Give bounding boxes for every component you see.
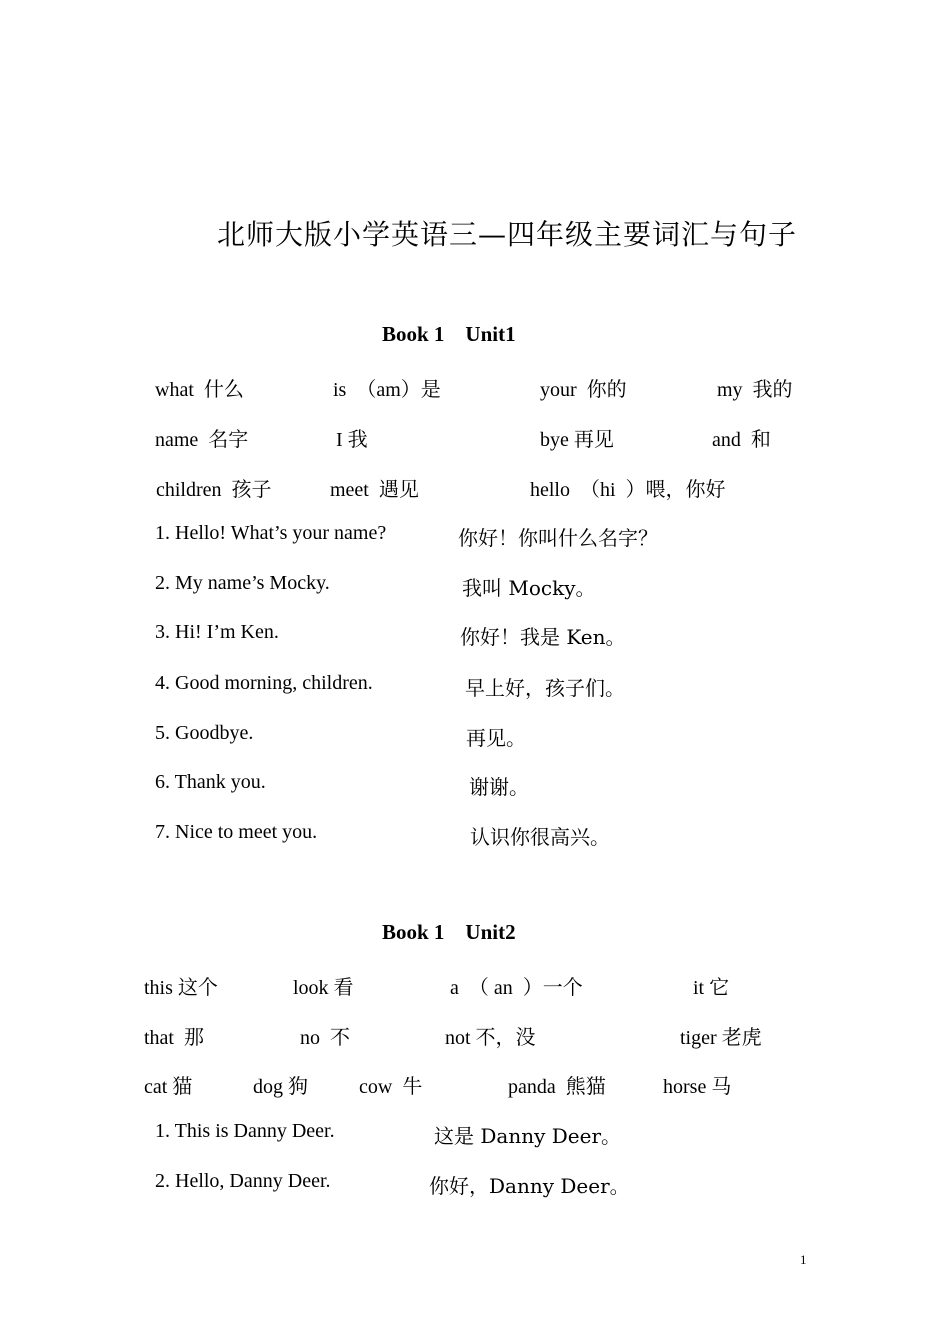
vocab-item: what 什么 [155,379,244,401]
page-title: 北师大版小学英语三—四年级主要词汇与句子 [217,218,798,251]
sentence-en: 5. Goodbye. [155,722,254,744]
sentence-zh: 早上好，孩子们。 [465,676,625,700]
vocab-item: your 你的 [540,379,627,401]
vocab-item: panda 熊猫 [508,1076,606,1098]
sentence-en: 6. Thank you. [155,771,266,793]
sentence-zh: 你好！我是 Ken。 [460,625,626,649]
vocab-item: I 我 [336,429,368,451]
vocab-item: my 我的 [717,379,793,401]
sentence-zh: 这是 Danny Deer。 [434,1124,622,1148]
sentence-en: 3. Hi! I’m Ken. [155,621,279,643]
sentence-zh: 再见。 [466,726,526,750]
sentence-en: 4. Good morning, children. [155,672,373,694]
vocab-item: no 不 [300,1027,350,1049]
sentence-en: 2. Hello, Danny Deer. [155,1170,331,1192]
vocab-item: children 孩子 [156,479,272,501]
vocab-item: meet 遇见 [330,479,419,501]
sentence-en: 2. My name’s Mocky. [155,572,330,594]
sentence-en: 1. This is Danny Deer. [155,1120,335,1142]
unit2-heading: Book 1 Unit2 [382,920,516,944]
vocab-item: not 不，没 [445,1027,536,1049]
page-number: 1 [800,1252,807,1267]
vocab-item: it 它 [693,977,730,999]
vocab-item: name 名字 [155,429,249,451]
vocab-item: cat 猫 [144,1076,193,1098]
vocab-item: and 和 [712,429,771,451]
vocab-item: hello （hi ）喂，你好 [530,479,726,501]
vocab-item: dog 狗 [253,1076,308,1098]
vocab-item: this 这个 [144,977,218,999]
vocab-item: that 那 [144,1027,204,1049]
sentence-zh: 我叫 Mocky。 [462,576,596,600]
vocab-item: is （am）是 [333,379,441,401]
sentence-zh: 你好，Danny Deer。 [429,1174,630,1198]
sentence-zh: 谢谢。 [469,775,529,799]
sentence-en: 7. Nice to meet you. [155,821,318,843]
sentence-en: 1. Hello! What’s your name? [155,522,387,544]
vocab-item: bye 再见 [540,429,614,451]
sentence-zh: 你好！你叫什么名字？ [458,526,658,550]
vocab-item: a （ an ）一个 [450,977,583,999]
sentence-zh: 认识你很高兴。 [470,825,610,849]
unit1-heading: Book 1 Unit1 [382,322,516,346]
vocab-item: tiger 老虎 [680,1027,762,1049]
vocab-item: look 看 [293,977,354,999]
vocab-item: cow 牛 [359,1076,423,1098]
vocab-item: horse 马 [663,1076,732,1098]
